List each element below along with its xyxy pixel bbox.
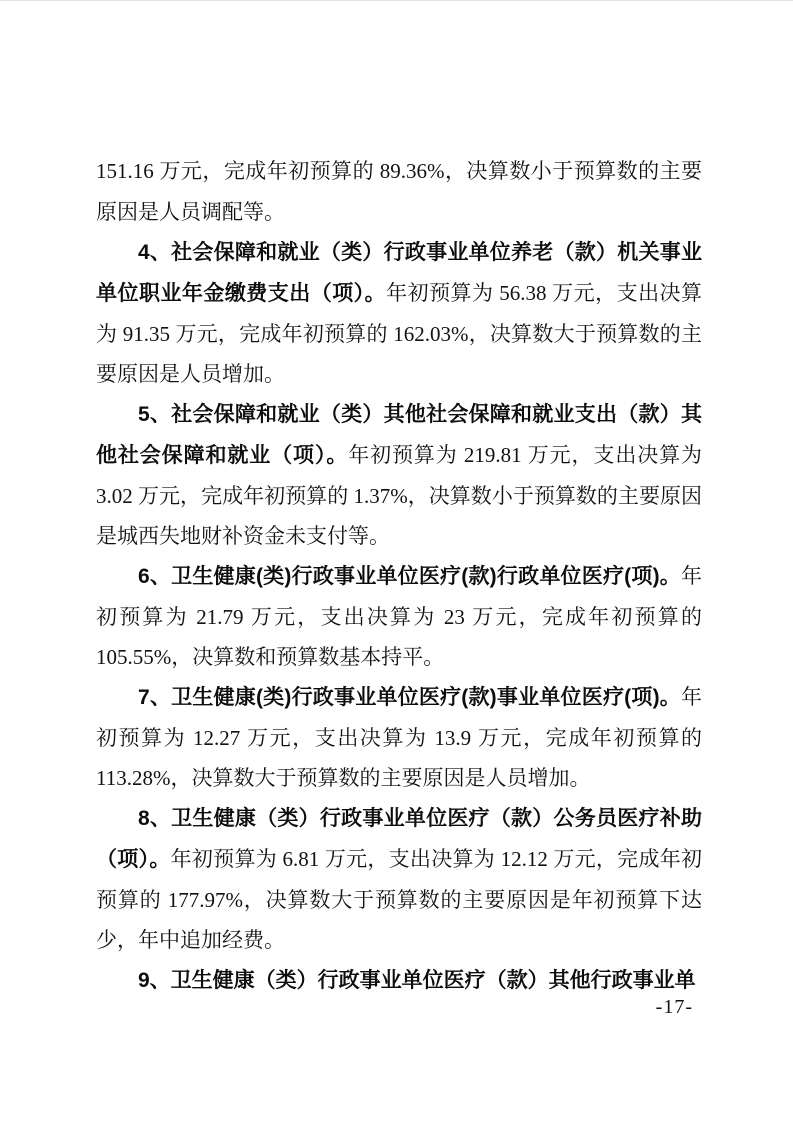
paragraph-5	[96, 677, 702, 798]
paragraph-6	[96, 798, 702, 960]
paragraph-1	[96, 151, 702, 232]
paragraph-body: 年初预算为 21.79 万元，支出决算为 23 万元，完成年初预算的 105.55%，决算数和预算数基本持平。	[96, 564, 702, 669]
paragraph-7	[96, 960, 702, 1001]
paragraph-2	[96, 232, 702, 394]
paragraph-heading: 6、卫生健康(类)行政事业单位医疗(款)行政单位医疗(项)。	[138, 565, 681, 588]
paragraph-heading: 4、社会保障和就业（类）行政事业单位养老（款）机关事业单位职业年金缴费支出（项）。	[96, 241, 702, 305]
paragraph-heading: 8、卫生健康（类）行政事业单位医疗（款）公务员医疗补助（项）。	[96, 807, 702, 871]
paragraph-body: 年初预算为 6.81 万元，支出决算为 12.12 万元，完成年初预算的 177.97%，决算数大于预算数的主要原因是年初预算下达少，年中追加经费。	[96, 847, 703, 952]
paragraph-3	[96, 394, 702, 556]
paragraph-heading: 9、卫生健康（类）行政事业单位医疗（款）其他行政事业单	[138, 969, 696, 992]
page-number: -17-	[655, 996, 693, 1018]
paragraph-body: 151.16 万元，完成年初预算的 89.36%，决算数小于预算数的主要原因是人员调配等。	[96, 159, 702, 224]
paragraph-heading: 7、卫生健康(类)行政事业单位医疗(款)事业单位医疗(项)。	[138, 686, 681, 709]
paragraph-4	[96, 556, 702, 677]
document-content	[96, 151, 702, 1001]
paragraph-body: 年初预算为 219.81 万元，支出决算为 3.02 万元，完成年初预算的 1.37%，决算数小于预算数的主要原因是城西失地财补资金未支付等。	[96, 443, 703, 548]
paragraph-body: 年初预算为 56.38 万元，支出决算为 91.35 万元，完成年初预算的 162.03%，决算数大于预算数的主要原因是人员增加。	[96, 281, 703, 386]
paragraph-body: 年初预算为 12.27 万元，支出决算为 13.9 万元，完成年初预算的 113.28%，决算数大于预算数的主要原因是人员增加。	[96, 685, 702, 790]
paragraph-heading: 5、社会保障和就业（类）其他社会保障和就业支出（款）其他社会保障和就业（项）。	[96, 403, 702, 467]
